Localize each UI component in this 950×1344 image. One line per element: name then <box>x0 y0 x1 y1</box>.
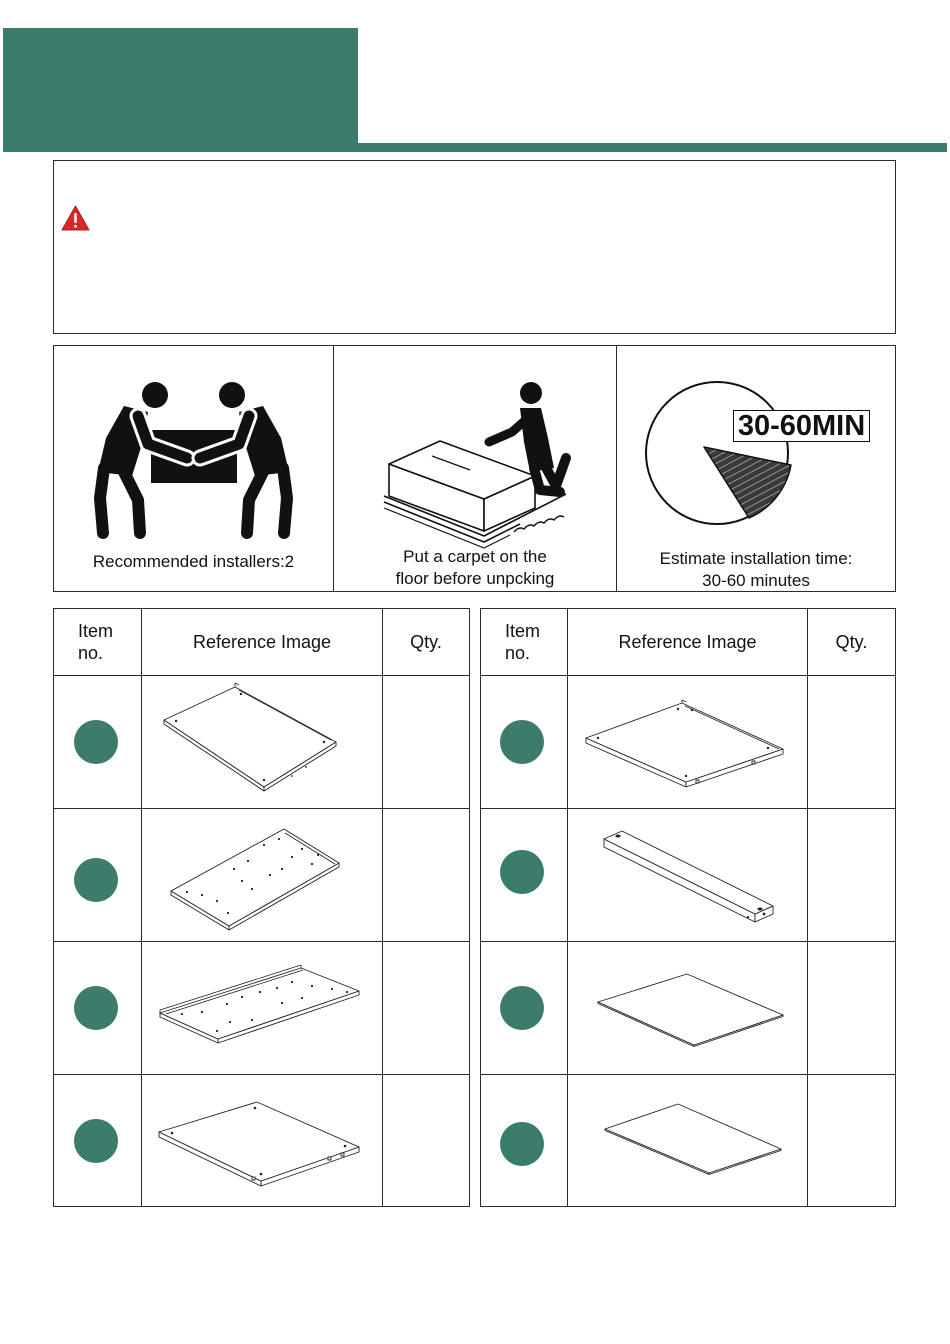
reference-image-cell <box>142 1075 383 1207</box>
support-rail-drawing <box>568 809 807 941</box>
parts-table-right <box>480 608 896 1207</box>
item-header-line: Item <box>78 621 114 641</box>
qty-cell <box>808 676 896 809</box>
qty-cell <box>383 942 470 1075</box>
reference-image-cell <box>568 809 808 942</box>
reference-image-cell <box>568 942 808 1075</box>
item-cell <box>481 942 568 1075</box>
reference-image-header: Reference Image <box>568 609 808 676</box>
item-cell <box>54 1075 142 1207</box>
qty-header: Qty. <box>383 609 470 676</box>
carpet-panel <box>334 346 617 591</box>
time-caption <box>617 548 895 592</box>
item-marker <box>74 858 118 902</box>
reference-image-cell <box>142 676 383 809</box>
person-left <box>98 382 187 533</box>
item-cell <box>481 676 568 809</box>
warning-box <box>53 160 896 334</box>
item-marker <box>500 850 544 894</box>
reference-image-cell <box>568 676 808 809</box>
qty-cell <box>808 1075 896 1207</box>
item-header-line: Item <box>505 621 541 641</box>
item-no-header <box>481 609 568 676</box>
caption-line: Estimate installation time: <box>659 549 853 568</box>
qty-cell <box>383 809 470 942</box>
side-panel-drawing <box>142 676 382 808</box>
qty-cell <box>383 676 470 809</box>
item-marker <box>500 720 544 764</box>
header-rule <box>358 143 947 152</box>
item-cell <box>54 942 142 1075</box>
drilled-panel-drawing <box>142 809 382 941</box>
thin-board-drawing <box>568 1075 807 1206</box>
item-cell <box>54 676 142 809</box>
item-header-line: no. <box>505 643 531 663</box>
qty-cell <box>808 809 896 942</box>
parts-table-left <box>53 608 470 1207</box>
installers-caption <box>54 551 333 573</box>
item-cell <box>54 809 142 942</box>
caption-line: Put a carpet on the <box>403 547 547 566</box>
installers-panel <box>54 346 334 591</box>
item-marker <box>74 1119 118 1163</box>
item-cell <box>481 1075 568 1207</box>
bottom-panel-drawing <box>568 676 807 808</box>
item-marker <box>500 1122 544 1166</box>
top-panel-drawing <box>142 1075 382 1206</box>
caption-line: floor before unpcking <box>395 569 555 588</box>
package-box <box>389 441 535 531</box>
reference-image-cell <box>142 942 383 1075</box>
item-marker <box>500 986 544 1030</box>
reference-image-header: Reference Image <box>142 609 383 676</box>
time-badge: 30-60MIN <box>733 410 870 442</box>
person-right <box>200 382 289 533</box>
item-marker <box>74 720 118 764</box>
item-cell <box>481 809 568 942</box>
back-board-drawing <box>568 942 807 1074</box>
installation-info-panels <box>53 345 896 592</box>
carpet-caption <box>334 546 616 590</box>
caption-line: Recommended installers:2 <box>92 552 295 571</box>
qty-cell <box>383 1075 470 1207</box>
reference-image-cell <box>142 809 383 942</box>
qty-header: Qty. <box>808 609 896 676</box>
item-no-header <box>54 609 142 676</box>
drilled-shelf-drawing <box>142 942 382 1074</box>
caption-line: 30-60 minutes <box>702 571 810 590</box>
item-marker <box>74 986 118 1030</box>
time-panel <box>617 346 895 591</box>
qty-cell <box>808 942 896 1075</box>
header-banner <box>3 28 358 152</box>
item-header-line: no. <box>78 643 104 663</box>
reference-image-cell <box>568 1075 808 1207</box>
warning-triangle-icon <box>61 205 90 231</box>
